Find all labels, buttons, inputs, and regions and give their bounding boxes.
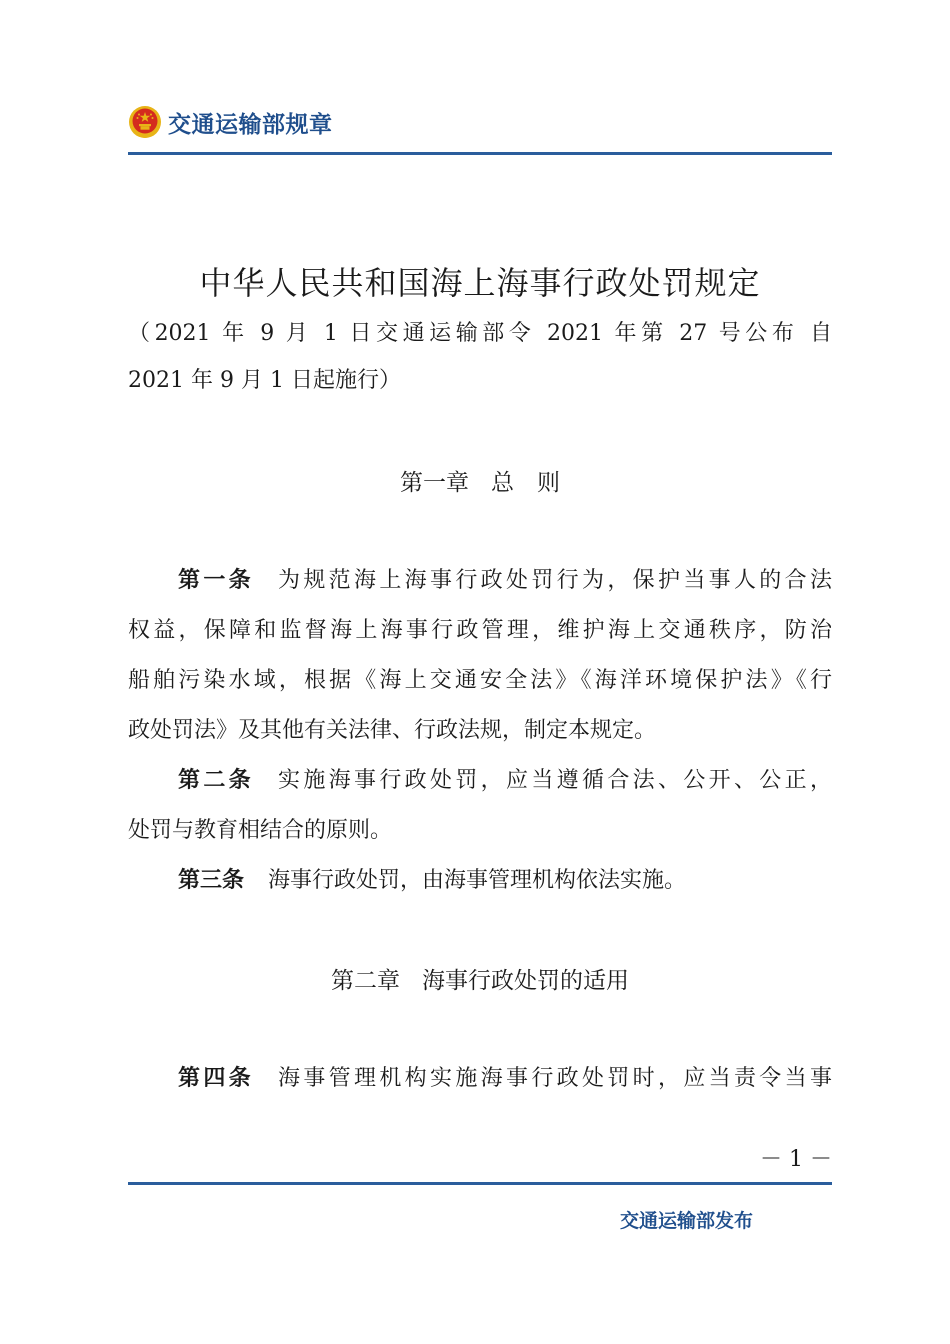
paragraph-line: 处罚与教育相结合的原则。	[128, 818, 393, 843]
paragraph-line: 政处罚法》及其他有关法律、行政法规，制定本规定。	[128, 718, 657, 743]
paragraph-line: 第一条 为规范海上海事行政处罚行为，保护当事人的合法	[178, 568, 832, 593]
chapter-heading	[128, 464, 832, 497]
header-rule	[128, 152, 832, 155]
chapter-title: 海事行政处罚的适用	[422, 968, 629, 994]
article-paragraph	[128, 856, 832, 906]
page-number: － 1 －	[760, 1147, 832, 1172]
chapter-title: 总 则	[491, 470, 560, 496]
article-label: 第四条	[178, 1066, 254, 1091]
footer-rule	[128, 1182, 832, 1185]
article-label: 第三条	[178, 868, 245, 893]
paragraph-line: 船舶污染水域，根据《海上交通安全法》《海洋环境保护法》《行	[128, 668, 832, 693]
article-paragraph	[128, 556, 832, 756]
article-paragraph	[128, 756, 832, 856]
document-title: 中华人民共和国海上海事行政处罚规定	[199, 264, 761, 302]
paragraph-line: 权益，保障和监督海上海事行政管理，维护海上交通秩序，防治	[128, 618, 832, 643]
article-label: 第一条	[178, 568, 254, 593]
article-label: 第二条	[178, 768, 254, 793]
header-title: 交通运输部规章	[168, 111, 333, 138]
document-header	[128, 100, 333, 144]
document-subtitle	[128, 310, 832, 404]
subtitle-line: （2021 年 9 月 1 日交通运输部令 2021 年第 27 号公布 自	[128, 321, 832, 346]
footer-publisher: 交通运输部发布	[620, 1210, 754, 1232]
chapter-number: 第一章	[400, 470, 469, 496]
chapter-heading	[128, 962, 832, 995]
national-emblem-icon	[128, 105, 162, 139]
paragraph-line: 第三条 海事行政处罚，由海事管理机构依法实施。	[178, 868, 687, 893]
article-paragraph	[128, 1054, 832, 1104]
chapter-number: 第二章	[331, 968, 400, 994]
paragraph-line: 第二条 实施海事行政处罚，应当遵循合法、公开、公正，	[178, 768, 832, 793]
subtitle-line: 2021 年 9 月 1 日起施行）	[128, 368, 401, 393]
paragraph-line: 第四条 海事管理机构实施海事行政处罚时，应当责令当事	[178, 1066, 832, 1091]
